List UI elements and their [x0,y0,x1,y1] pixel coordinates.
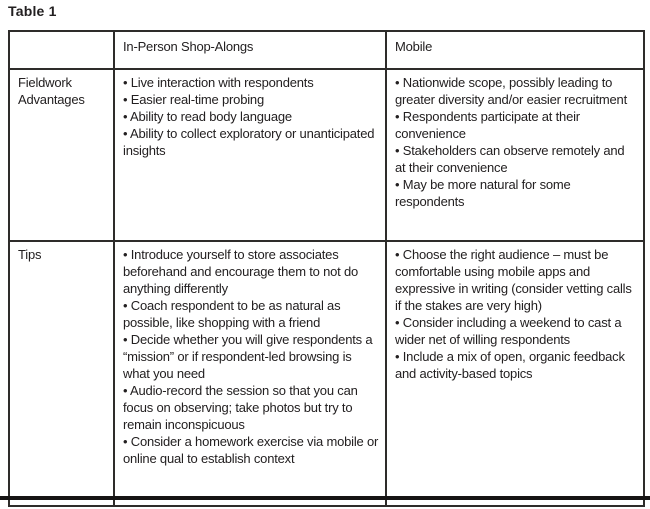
bullet-item: • Live interaction with respondents [123,75,314,90]
bullet-item: • Choose the right audience – must be comfortable using mobile apps and expressive in writing (consider vetting calls if the stakes are very high) [395,247,632,313]
bullet-item: • Easier real-time probing [123,92,264,107]
bullet-item: • Stakeholders can observe remotely and at their convenience [395,143,625,175]
bullet-item: • Decide whether you will give respondents a “mission” or if respondent-led browsing is what you need [123,332,373,381]
row-fieldwork-advantages [9,69,644,241]
table-title: Table 1 [8,3,57,19]
bullet-item: • Audio-record the session so that you can focus on observing; take photos but try to remain inconspicuous [123,383,358,432]
bullet-item: • Introduce yourself to store associates beforehand and encourage them to not do anything differently [123,247,359,296]
bullet-item: • Ability to read body language [123,109,292,124]
row-tips [9,241,644,506]
bullet-item: • Consider including a weekend to cast a wider net of willing respondents [395,315,622,347]
bullet-item: • Ability to collect exploratory or unanticipated insights [123,126,375,158]
bullet-item: • Consider a homework exercise via mobile or online qual to establish context [123,434,379,466]
bullet-item: • Respondents participate at their convenience [395,109,580,141]
bullet-item: • Coach respondent to be as natural as possible, like shopping with a friend [123,298,341,330]
cell-tips-in-person [114,241,386,506]
header-cell-mobile: Mobile [386,31,644,69]
bullet-item: • Include a mix of open, organic feedback and activity-based topics [395,349,625,381]
header-row [9,31,644,69]
cell-advantages-mobile [386,69,644,241]
cell-advantages-in-person [114,69,386,241]
header-cell-blank [9,31,114,69]
bottom-rule [0,496,650,500]
comparison-table [8,30,645,507]
header-cell-in-person: In-Person Shop-Alongs [114,31,386,69]
cell-tips-mobile [386,241,644,506]
row-label-fieldwork-advantages: Fieldwork Advantages [9,69,114,241]
bullet-item: • May be more natural for some respondents [395,177,571,209]
bullet-item: • Nationwide scope, possibly leading to greater diversity and/or easier recruitment [395,75,628,107]
row-label-tips: Tips [9,241,114,506]
